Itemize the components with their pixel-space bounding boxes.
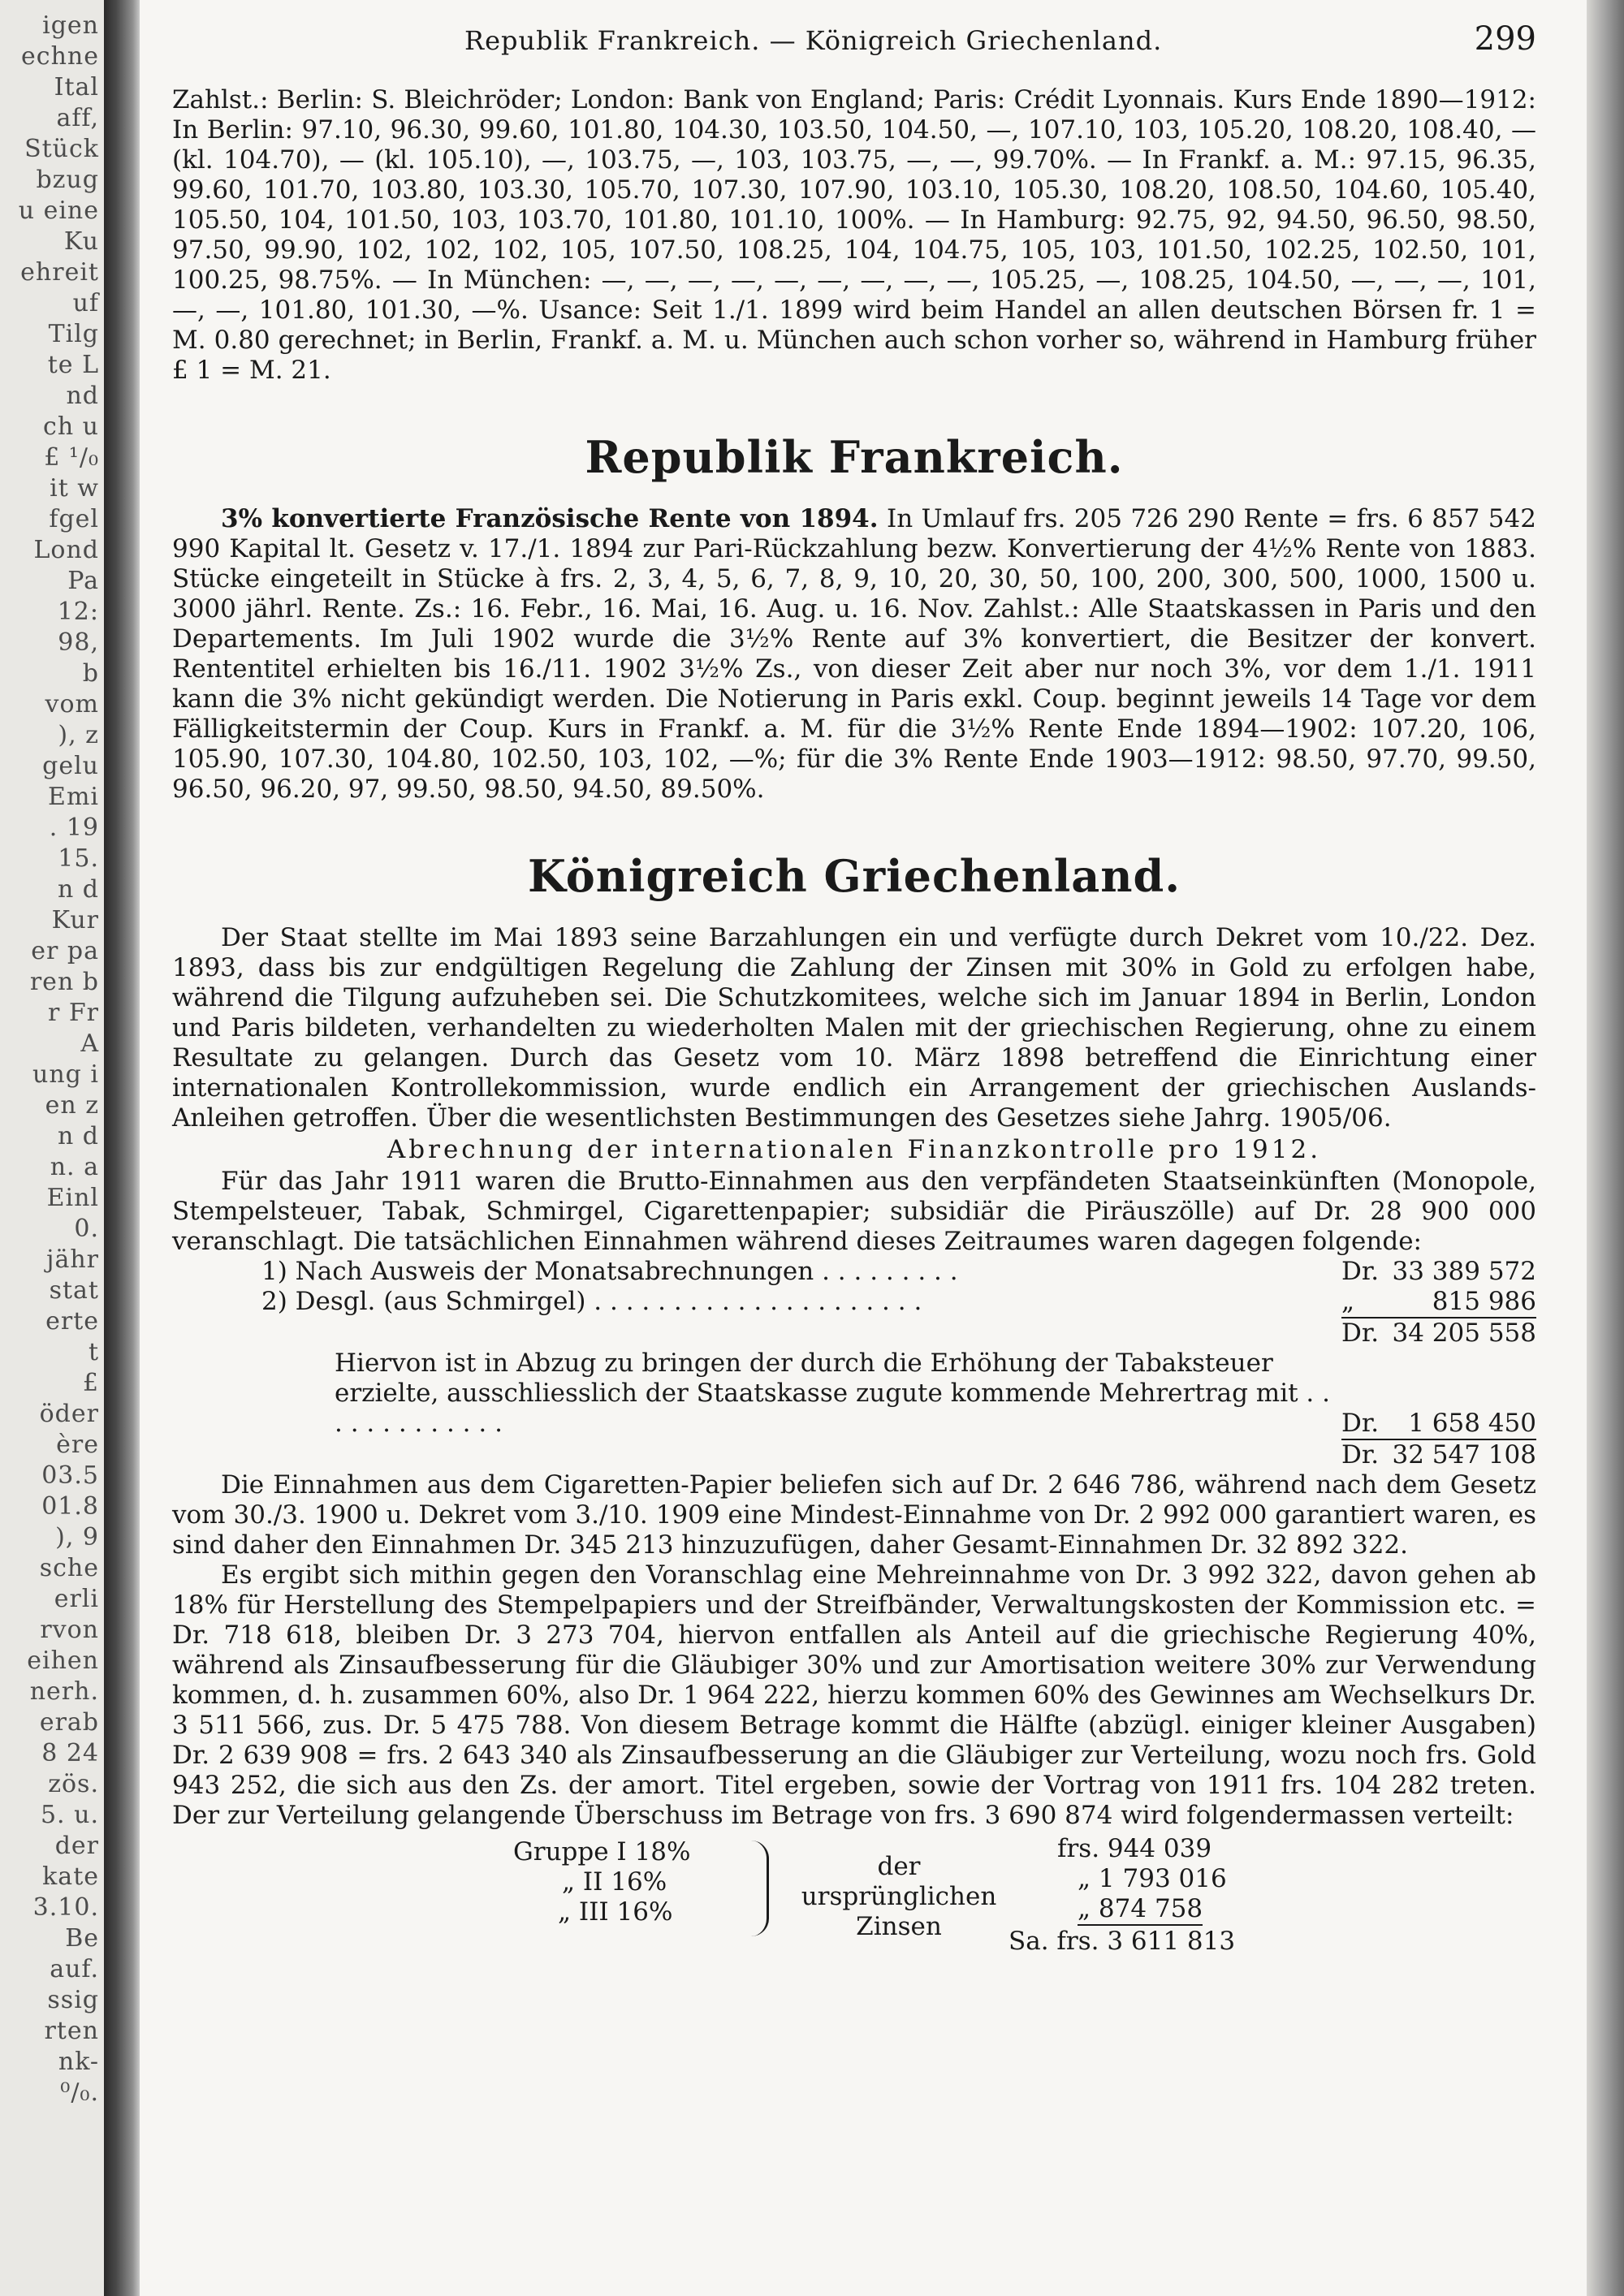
group-label: der ursprünglichen Zinsen [801,1852,997,1941]
previous-page-fragment: £ [82,1369,99,1397]
previous-page-fragment: ehreit [20,258,99,287]
intro-paragraph: Zahlst.: Berlin: S. Bleichröder; London: Bank von England; Paris: Crédit Lyonnais. Kurs Ende 1890—1912: In Berlin: 97.10, 96.30, 99.60, 101.80, 104.30, 103.50, 104.50, —, 107.10, 103, 105.20, 108.20, 108.40, — (kl. 104.70), — (kl. 105.10), —, 103.75, —, 103, 103.75, —, —, 99.70%. — In Frankf. a. M.: 97.15, 96.35, 99.60, 101.70, 103.80, 103.30, 105.70, 107.30, 107.90, 103.10, 105.30, 108.20, 108.50, 104.60, 105.40, 105.50, 104, 101.50, 103, 103.70, 101.80, 101.10, 100%. — In Hamburg: 92.75, 92, 94.50, 96.50, 98.50, 97.50, 99.90, 102, 102, 102, 105, 107.50, 108.25, 104, 104.75, 105, 103, 101.50, 102.25, 102.50, 101, 100.25, 98.75%. — In München: —, —, —, —, —, —, —, —, —, 105.25, —, 108.25, 104.50, —, —, —, 101, —, —, 101.80, 101.30, —%. Usance: Seit 1./1. 1899 wird beim Handel an allen deutschen Börsen fr. 1 = M. 0.80 gerechnet; in Berlin, Frankf. a. M. u. München auch schon vorher so, während in Hamburg früher £ 1 = M. 21. [172,85,1536,385]
france-body: In Umlauf frs. 205 726 290 Rente = frs. 6 857 542 990 Kapital lt. Gesetz v. 17./1. 1894 zur Pari-Rückzahlung bezw. Konvertierung der 4½% Rente von 1883. Stücke eingeteilt in Stücke à frs. 2, 3, 4, 5, 6, 7, 8, 9, 10, 20, 30, 50, 100, 200, 300, 500, 1000, 1500 u. 3000 jährl. Rente. Zs.: 16. Febr., 16. Mai, 16. Aug. u. 16. Nov. Zahlst.: Alle Staatskassen in Paris und den Departements. Im Juli 1902 wurde die 3½% Rente auf 3% konvertiert, die Besitzer der konvert. Rententitel erhielten bis 16./11. 1902 3½% Zs., von dieser Zeit aber nur noch 3%, vor dem 1./1. 1911 kann die 3% nicht gekündigt werden. Die Notierung in Paris exkl. Coup. beginnt jeweils 14 Tage vor dem Fälligkeitstermin der Coup. Kurs in Frankf. a. M. für die 3½% Rente Ende 1894—1902: 107.20, 106, 105.90, 107.30, 104.80, 102.50, 103, 102, —%; für die 3% Rente Ende 1903—1912: 98.50, 97.70, 99.50, 96.50, 96.20, 97, 99.50, 98.50, 94.50, 89.50%. [172,504,1536,804]
previous-page-fragment: 3.10. [32,1893,99,1922]
previous-page-fragment: 15. [58,844,99,873]
ledger-label: 2) Desgl. (aus Schmirgel) . . . . . . . . . . . . . . . . . . . . . [261,1287,922,1316]
revenue-ledger [172,1257,1536,1470]
previous-page-fragment: Pa [67,567,99,595]
ledger-label: 1) Nach Ausweis der Monatsabrechnungen . . . . . . . . . [261,1257,958,1286]
previous-page-fragment: erte [45,1307,99,1336]
previous-page-fragment: n. a [50,1153,99,1181]
previous-page-fragment: Ku [63,227,99,256]
previous-page-fragment: er pa [31,937,99,965]
previous-page-fragment: Stück [24,135,99,163]
previous-page-fragment: stat [49,1276,99,1305]
distribution-groups [172,1834,1536,1959]
previous-page-fragment: b [82,659,99,688]
previous-page-fragment: . 19 [49,814,99,842]
finance-control-heading: Abrechnung der internationalen Finanzkontrolle pro 1912. [387,1135,1322,1164]
greece-paragraph-3: Die Einnahmen aus dem Cigaretten-Papier beliefen sich auf Dr. 2 646 786, während nach dem Gesetz vom 30./3. 1900 u. Dekret vom 3./10. 1909 eine Mindest-Einnahme von Dr. 2 992 000 garantiert waren, es sind daher den Einnahmen Dr. 345 213 hinzuzufügen, daher Gesamt-Einnahmen Dr. 32 892 322. [172,1470,1536,1560]
page-content [172,20,1536,1959]
page-header [172,20,1536,58]
previous-page-fragment: 03.5 [41,1461,99,1490]
previous-page-fragment: nk- [58,2048,99,2076]
group-line: „ III 16% [558,1897,673,1927]
ledger-subtotal-row [172,1317,1536,1349]
greece-paragraph-1: Der Staat stellte im Mai 1893 seine Barzahlungen ein und verfügte durch Dekret vom 10./22. Dez. 1893, dass bis zur endgültigen Regelung die Zahlung der Zinsen mit 30% in Gold zu erfolgen habe, während die Tilgung aufzuheben sei. Die Schutzkomitees, welche sich im Januar 1894 in Berlin, London und Paris bildeten, verhandelten zu wiederholten Malen mit der griechischen Regierung, ohne zu einem Resultate zu gelangen. Durch das Gesetz vom 10. März 1898 betreffend die Einrichtung einer internationalen Kontrollekommission, wurde endlich ein Arrangement der griechischen Auslands-Anleihen getroffen. Über die wesentlichsten Bestimmungen des Gesetzes siehe Jahrg. 1905/06. [172,923,1536,1133]
ledger-net-row [172,1439,1536,1470]
previous-page-fragment: kate [42,1862,99,1891]
section-title-greece: Königreich Griechenland. [527,850,1181,902]
deduction-text: Hiervon ist in Abzug zu bringen der durch die Erhöhung der Tabaksteuer erzielte, ausschliesslich der Staatskasse zugute kommende Mehrertrag mit . . . . . . . . . . . . . [335,1349,1330,1438]
previous-page-fragment: t [88,1338,99,1366]
previous-page-strip [0,0,104,2296]
previous-page-fragment: ère [56,1431,99,1459]
previous-page-fragment: vom [45,690,99,719]
right-brace [750,1841,769,1936]
group-line: Gruppe I 18% [513,1837,691,1867]
previous-page-fragment: aff, [56,104,99,132]
ledger-row [172,1257,1536,1287]
previous-page-fragment: rten [44,2017,99,2045]
ledger-currency: „ [1341,1287,1355,1316]
previous-page-fragment: 0. [74,1215,99,1243]
book-page [140,0,1587,2296]
previous-page-fragment: Tilg [48,320,99,348]
previous-page-fragment: r Fr [47,999,99,1027]
previous-page-fragment: echne [21,42,99,71]
previous-page-fragment: 98, [58,628,99,657]
group-line: „ II 16% [562,1867,667,1897]
previous-page-fragment: ren b [29,968,99,996]
previous-page-fragment: ), 9 [55,1523,99,1552]
previous-page-fragment: te L [47,351,99,379]
previous-page-fragment: ch u [43,412,99,441]
previous-page-fragment: erab [39,1708,99,1737]
previous-page-fragment: u eine [18,196,99,225]
previous-page-fragment: Lond [33,536,99,564]
page-edge [1587,0,1624,2296]
group-amount: „ 1 793 016 [1078,1864,1227,1893]
previous-page-fragment: ⁰/₀. [60,2078,99,2107]
previous-page-fragment: jähr [46,1245,99,1274]
previous-page-fragment: Einl [46,1184,99,1212]
ledger-net-amount: 32 547 108 [1390,1439,1536,1470]
previous-page-fragment: sche [39,1554,99,1582]
france-lead: 3% konvertierte Französische Rente von 1894. [221,504,879,533]
greece-paragraph-2: Für das Jahr 1911 waren die Brutto-Einnahmen aus den verpfändeten Staatseinkünften (Monopole, Stempelsteuer, Tabak, Schmirgel, Cigarettenpapier; subsidiär die Piräuszölle) auf Dr. 28 900 000 veranschlagt. Die tatsächlichen Einnahmen während dieses Zeitraumes waren dagegen folgende: [172,1167,1536,1256]
ledger-deduction-row [172,1349,1536,1439]
ledger-row [172,1287,1536,1317]
previous-page-fragment: Emi [48,783,99,811]
greece-paragraph-4: Es ergibt sich mithin gegen den Voranschlag eine Mehreinnahme von Dr. 3 992 322, davon gehen ab 18% für Herstellung des Stempelpapiers und der Streifbänder, Verwaltungskosten der Kommission etc. = Dr. 718 618, bleiben Dr. 3 273 704, hiervon entfallen als Anteil auf die griechische Regierung 40%, während als Zinsaufbesserung für die Gläubiger 30% und zur Amortisation weitere 30% zur Verwendung kommen, d. h. zusammen 60%, also Dr. 1 964 222, hierzu kommen 60% des Gewinnes am Wechselkurs Dr. 3 511 566, zus. Dr. 5 475 788. Von diesem Betrage kommt die Hälfte (abzügl. einiger kleiner Ausgaben) Dr. 2 639 908 = frs. 2 643 340 als Zinsaufbesserung an die Gläubiger zur Verteilung, wozu noch frs. Gold 943 252, die sich aus den Zs. der amort. Titel ergeben, sowie der Vortrag von 1911 frs. 104 282 treten. Der zur Verteilung gelangende Überschuss im Betrage von frs. 3 690 874 wird folgendermassen verteilt: [172,1560,1536,1830]
page-number: 299 [1474,20,1536,58]
previous-page-fragment: en z [45,1091,99,1120]
previous-page-fragment: auf. [50,1955,99,1983]
ledger-subtotal: 34 205 558 [1390,1317,1536,1349]
running-title: Republik Frankreich. — Königreich Griechenland. [464,25,1163,56]
previous-page-fragment: gelu [42,752,99,780]
france-paragraph [172,504,1536,805]
previous-page-fragment: eihen [27,1646,99,1675]
previous-page-fragment: A [80,1029,99,1058]
previous-page-fragment: ssig [47,1986,99,2014]
book-gutter [104,0,140,2296]
previous-page-fragment: erli [54,1585,99,1613]
previous-page-fragment: der [54,1832,99,1860]
ledger-currency: Dr. [1341,1409,1380,1438]
previous-page-fragment: 01.8 [41,1492,99,1521]
ledger-amount: 815 986 [1432,1287,1536,1316]
previous-page-fragment: igen [42,11,99,40]
group-amount: frs. 944 039 [1057,1834,1212,1863]
ledger-currency: Dr. [1341,1257,1380,1286]
previous-page-fragment: nerh. [29,1677,99,1706]
ledger-currency: Dr. [1341,1439,1390,1470]
previous-page-fragment: zös. [48,1770,99,1798]
previous-page-fragment: Kur [51,906,99,934]
previous-page-fragment: 5. u. [40,1801,99,1829]
previous-page-fragment: ung i [32,1060,99,1089]
section-title-france: Republik Frankreich. [585,431,1124,483]
previous-page-fragment: rvon [40,1616,99,1644]
previous-page-fragment: bzug [36,166,99,194]
group-amount: „ 874 758 [1078,1894,1203,1926]
previous-page-fragment: ), z [58,721,99,749]
previous-page-fragment: uf [72,289,99,317]
previous-page-fragment: n d [57,875,99,904]
previous-page-fragment: £ ¹/₀ [44,443,99,472]
previous-page-fragment: Ital [54,73,99,101]
ledger-amount: 33 389 572 [1392,1257,1536,1286]
previous-page-fragment: n d [57,1122,99,1150]
previous-page-fragment: Be [65,1924,99,1953]
previous-page-fragment: öder [39,1400,99,1428]
previous-page-fragment: nd [66,382,99,410]
previous-page-fragment: fgel [49,505,99,533]
previous-page-fragment: 8 24 [41,1739,99,1767]
previous-page-fragment: it w [50,474,99,503]
previous-page-fragment: 12: [57,598,99,626]
ledger-deduction-amount: 1 658 450 [1408,1409,1536,1438]
ledger-currency: Dr. [1341,1317,1390,1349]
group-total: Sa. frs. 3 611 813 [1009,1927,1236,1956]
